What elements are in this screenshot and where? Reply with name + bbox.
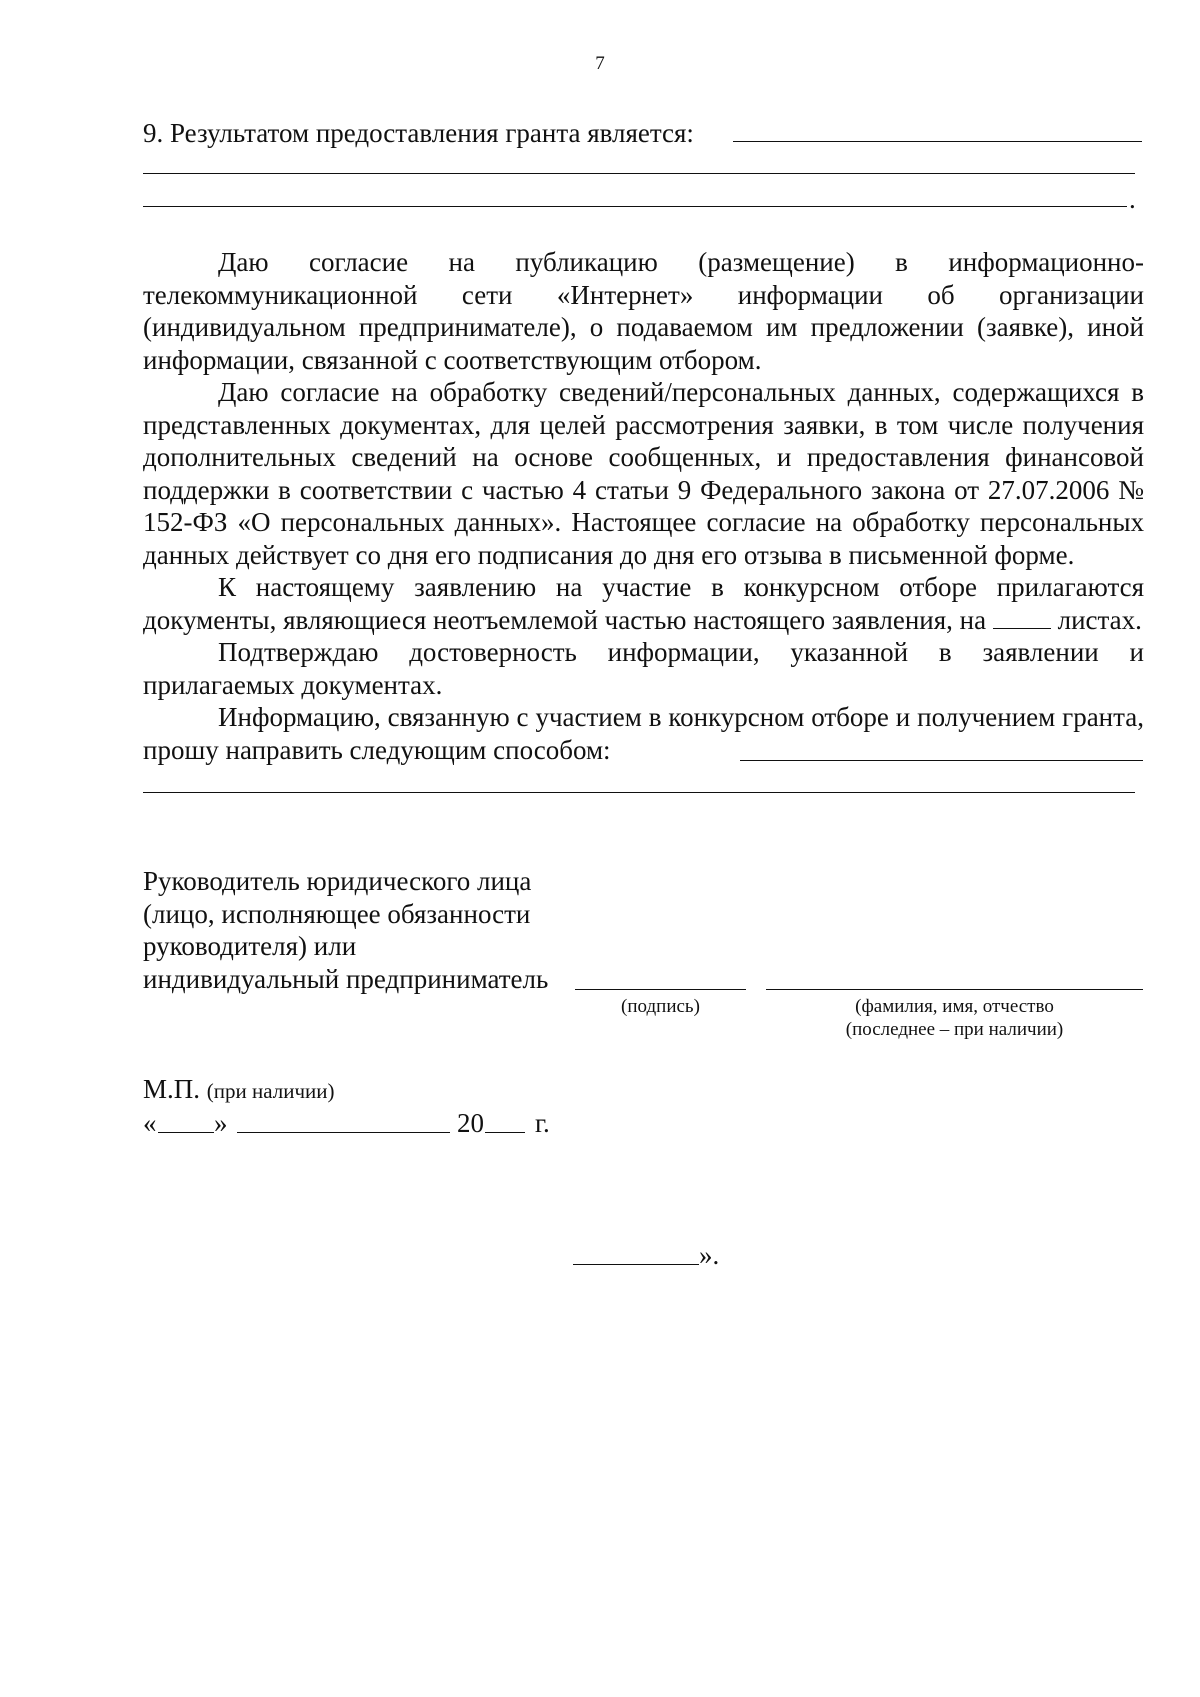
result-end-period: . <box>1129 184 1136 214</box>
attachments-paragraph <box>143 571 1144 636</box>
contact-method-field-line-2[interactable] <box>143 792 1135 793</box>
full-name-caption-line-1: (фамилия, имя, отчество <box>855 996 1054 1017</box>
full-name-field-line[interactable] <box>766 989 1143 990</box>
signatory-title-line-3: руководителя) или <box>143 931 357 961</box>
closing-line <box>573 1264 699 1265</box>
signature-field-line[interactable] <box>575 989 746 990</box>
sheets-count-field[interactable] <box>993 604 1051 629</box>
contact-method-paragraph: Информацию, связанную с участием в конкурсном отборе и получением гранта, прошу направить следующим способом: <box>143 702 1144 765</box>
date-day-field[interactable] <box>158 1132 214 1133</box>
closing-end-mark: ». <box>699 1240 720 1270</box>
attachments-text: К настоящему заявлению на участие в конкурсном отборе прилагаются документы, являющиеся неотъемлемой частью настоящего заявления, на <box>143 572 1144 635</box>
date-year-prefix: 20 <box>457 1108 484 1138</box>
stamp-label: М.П. <box>143 1074 201 1104</box>
result-label: 9. Результатом предоставления гранта является: <box>143 118 694 148</box>
date-month-field[interactable] <box>237 1132 450 1133</box>
page-number: 7 <box>595 53 605 74</box>
consent-personal-data-paragraph: Даю согласие на обработку сведений/персональных данных, содержащихся в представленных документах, для целей рассмотрения заявки, в том числе получения дополнительных сведений на основе сообщенных, и предоставления финансовой поддержки в соответствии с частью 4 статьи 9 Федерального закона от 27.07.2006 № 152-ФЗ «О персональных данных». Настоящее согласие на обработку персональных данных действует со дня его подписания до дня его отзыва в письменной форме. <box>143 377 1144 570</box>
confirmation-paragraph: Подтверждаю достоверность информации, указанной в заявлении и прилагаемых документах. <box>143 637 1144 700</box>
date-year-field[interactable] <box>485 1132 525 1133</box>
date-open-quote: « <box>143 1108 157 1138</box>
signature-caption: (подпись) <box>621 996 700 1017</box>
result-field-line-1[interactable] <box>733 141 1142 142</box>
attachments-sheets-label: листах. <box>1057 604 1142 635</box>
contact-method-field-line-1[interactable] <box>740 760 1143 761</box>
date-year-suffix: г. <box>535 1108 550 1138</box>
full-name-caption-line-2: (последнее – при наличии) <box>845 1019 1064 1040</box>
signatory-title-line-1: Руководитель юридического лица <box>143 866 532 896</box>
stamp-note: (при наличии) <box>206 1079 335 1103</box>
date-close-quote: » <box>214 1108 228 1138</box>
result-field-line-3[interactable] <box>143 206 1127 207</box>
signatory-title-line-2: (лицо, исполняющее обязанности <box>143 899 531 929</box>
signatory-title-line-4: индивидуальный предприниматель <box>143 964 549 994</box>
result-field-line-2[interactable] <box>143 173 1135 174</box>
consent-publication-paragraph: Даю согласие на публикацию (размещение) в информационно-телекоммуникационной сети «Интернет» информации об организации (индивидуальном предпринимателе), о подаваемом им предложении (заявке), иной информации, связанной с соответствующим отбором. <box>143 247 1144 375</box>
stamp-line <box>143 1073 334 1108</box>
